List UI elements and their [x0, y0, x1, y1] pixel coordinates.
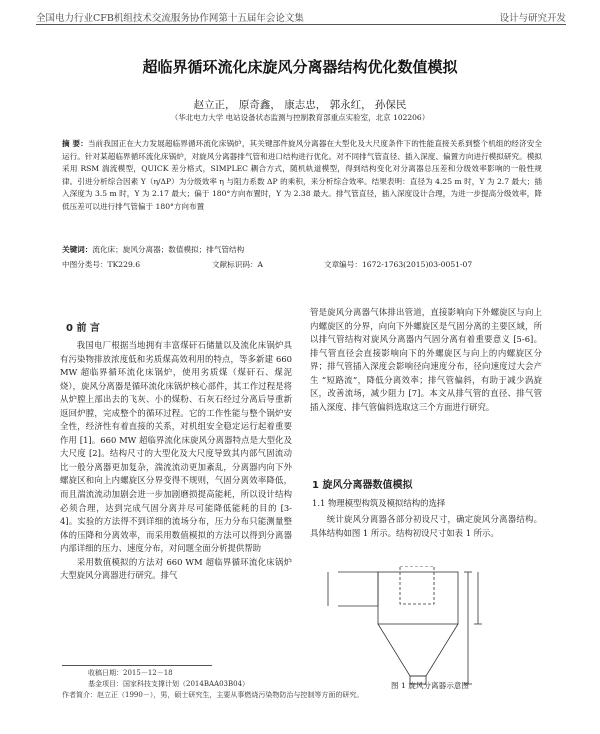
clc-number: 中图分类号：TK229.6	[62, 260, 141, 269]
header-proceedings-title: 全国电力行业CFB机组技术交流服务协作网第十五届年会论文集	[36, 13, 304, 24]
cylinder-body	[378, 572, 458, 624]
affiliation: （华北电力大学 电站设备状态监测与控制教育部重点实验室，北京 102206）	[170, 113, 430, 122]
abstract-text: 当前我国正在大力发展超临界循环流化床锅炉，其关键部件旋风分离器在大型化及大尺度条件下的性能直接关系到整个机组的经济安全运行。针对某超临界循环流化床锅炉，对旋风分离器排气管和进口结构进行优化。对不同排气管直径、插入深度、偏置方向进行模拟研究。模拟采用 RSM 湍流模型，QUICK 差分格式，SIMPLEC 耦合方式，随机轨道模型，得到结构变化对分离器总压差和分级效率影响的一般性规律。引进分析综合因素 Y（η/ΔP）为分级效率 η 与阻力系数 ΔP 的乘积，来分析综合效率。结果表明：直径为 4.25 m 时，Y 为 2.7 最大；插入深度为 3.5 m 时，Y 为 2.17 最大；偏于 180°方向布置时，Y 为 2.38 最大。排气管直径，插入深度设计合理，为进一步提高分级效率，降低压差可以进行排气管偏于 180°方向布置	[62, 139, 542, 211]
subsection-1-1-heading: 1.1 物理模型构筑及模拟结构的选择	[312, 498, 446, 508]
section-1-heading: 1 旋风分离器数值模拟	[312, 480, 413, 491]
section-0-heading: 0 前 言	[66, 323, 100, 334]
intro-paragraph-3: 管是旋风分离器气体排出管道，直接影响向下外螺旋区与向上内螺旋区的分界，向向下外螺旋区是气固分离的主要区域，所以排气管结构对旋风分离器内气固分离有着重要意义 [5-6]。排气管直径会直接影响向下的外螺旋区与向上的内螺旋区分界；排气管插入深度会影响径向速度分布，径向速度过大会产生 “短路流”，降低分离效率；排气管偏斜，有助于减少涡旋区，改善流场，减少阻力 [7]。本文从排气管的直径、排气管插入深度、排气管偏斜选取这三个方面进行研究。	[310, 307, 542, 412]
abstract-label: 摘 要：	[62, 139, 88, 148]
inlet-duct	[338, 572, 378, 606]
document-code: 文献标识码：A	[212, 260, 264, 269]
abstract	[62, 138, 542, 214]
article-number: 文章编号：1672-1763(2015)03-0051-07	[324, 260, 473, 269]
intro-paragraph-2: 采用数值模拟的方法对 660 WM 超临界循环流化床锅炉大型旋风分离器进行研究。排气	[60, 556, 292, 581]
section-1-text	[310, 513, 542, 540]
footnote-divider	[62, 665, 212, 666]
section-1-paragraph: 统计旋风分离器各部分初设尺寸，确定旋风分离器结构。具体结构如图 1 所示。结构初设尺寸如表 1 所示。	[310, 514, 542, 538]
keywords-text: 流化床；旋风分离器；数值模拟；排气管结构	[92, 245, 245, 254]
author-list: 赵立正， 原奇鑫， 康志忠， 郭永红， 孙保民	[193, 99, 407, 111]
intro-paragraph-1: 我国电厂根据当地拥有丰富煤矸石储量以及流化床锅炉具有污染物排放浓度低和劣质煤高效利用的特点，等多新建 660 MW 超临界循环流化床锅炉，使用劣质煤（煤矸石、煤泥烧），旋风分离器是循环流化床锅炉核心部件，其工作过程是将从炉膛上部出去的飞灰、小的煤粉、石灰石经过分离后导重新返回炉膛，完成整个的循环过程。它的工作性能与整个锅炉安全性，经济性有着直接的关系，对机组安全稳定运行起着重要作用 [1]。660 MW 超临界流化床旋风分离器特点是大型化及大尺度 [2]。结构尺寸的大型化及大尺度导致其内部气固流动比一般分离器更加复杂，湍流流动更加紊乱，分离器内向下外螺旋区和向上内螺旋区分界变得不规则，气固分离效率降低，而且湍流流动加剧会进一步加剧磨损提高能耗，所以设计结构必须合理，达到完成气固分离并尽可能降低能耗的目的 [3-4]。实验的方法得不到详细的流场分布，压力分布只能测量整体的压降和分离效率，而采用数值模拟的方法可以得到分离器内部详细的压力、速度分布，对问题全面分析提供帮助	[60, 340, 292, 554]
figure-caption: 图 1 旋风分离器示意图	[390, 681, 469, 690]
paper-title: 超临界循环流化床旋风分离器结构优化数值模拟	[142, 58, 458, 76]
keywords-label: 关键词：	[62, 245, 93, 254]
cyclone-separator-figure	[318, 566, 542, 686]
cone-section	[378, 624, 458, 676]
author-bio: 作者简介：赵立正（1990－），男，硕士研究生，主要从事燃烧污染物防治与控制等方面的研究。	[62, 691, 364, 699]
received-date: 收稿日期：2015－12－18	[88, 669, 173, 677]
right-column	[310, 306, 542, 414]
left-column	[60, 339, 292, 583]
keywords	[62, 244, 244, 255]
header-section-name: 设计与研究开发	[499, 13, 566, 24]
running-header	[36, 8, 566, 25]
fund-note: 基金项目：国家科技支撑计划（2014BAA03B04）	[88, 680, 250, 688]
